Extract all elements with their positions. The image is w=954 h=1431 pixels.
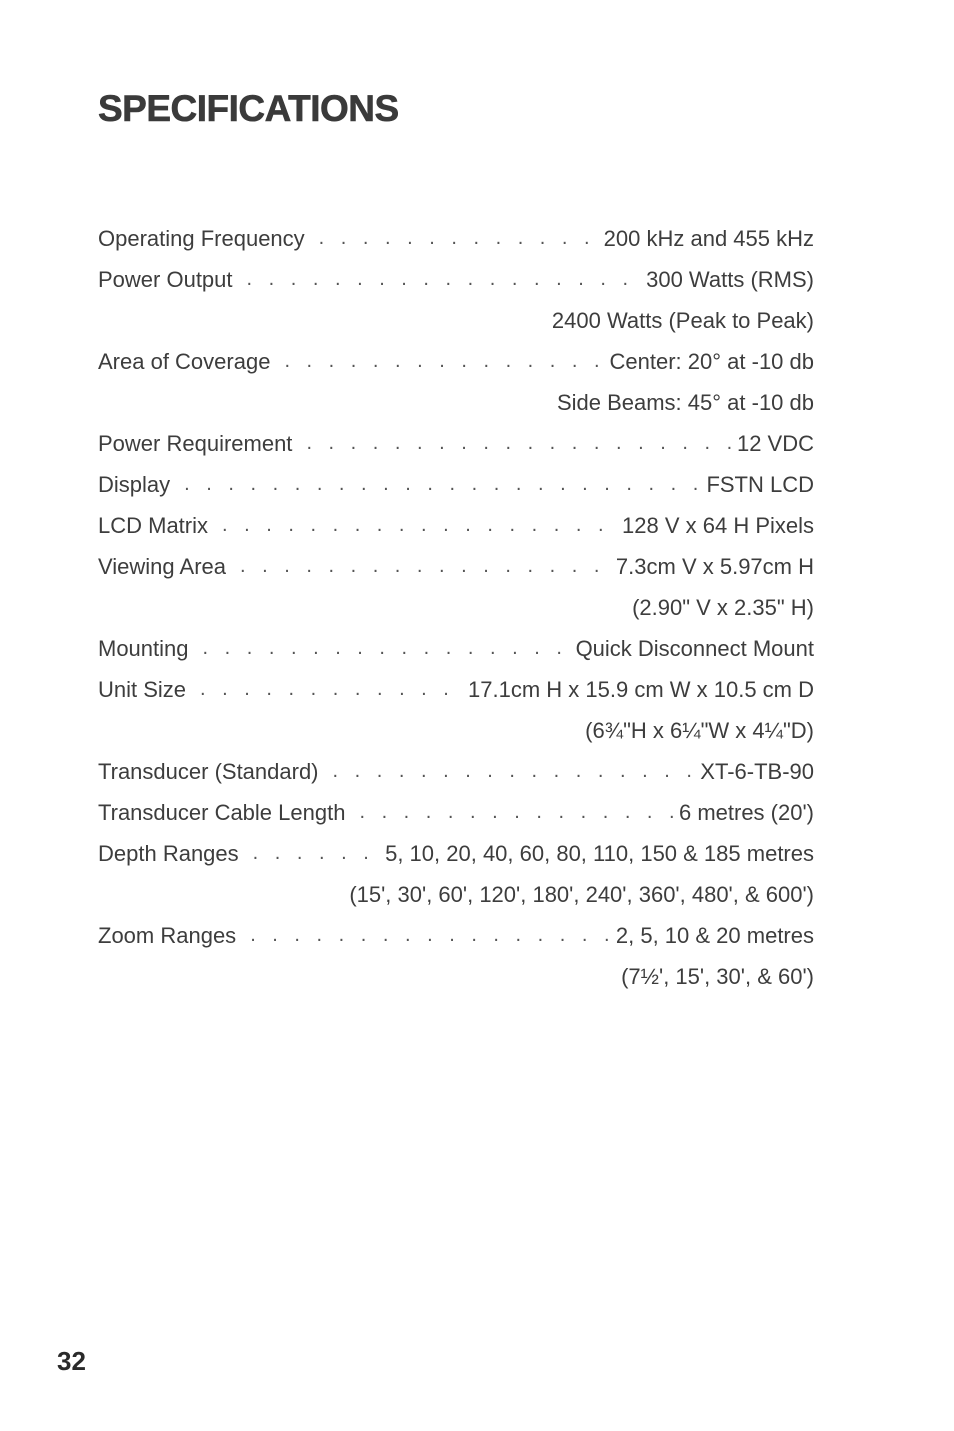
spec-value-continuation: Side Beams: 45° at -10 db [556, 389, 814, 415]
spec-label: Transducer Cable Length [98, 799, 346, 825]
spec-label: Display [98, 471, 171, 497]
spec-row-depth-ranges [98, 833, 814, 874]
dot-leader [240, 555, 612, 578]
spec-label: Power Requirement [98, 430, 293, 456]
dot-leader [247, 268, 643, 291]
spec-continuation-viewing-area [98, 587, 814, 628]
spec-continuation-power-output [98, 300, 814, 341]
spec-row-area-of-coverage [98, 341, 814, 382]
spec-row-viewing-area [98, 546, 814, 587]
dot-leader [333, 760, 697, 783]
spec-value-continuation: 2400 Watts (Peak to Peak) [551, 307, 814, 333]
spec-label: Viewing Area [98, 553, 227, 579]
spec-label: Operating Frequency [98, 225, 305, 251]
spec-label: Transducer (Standard) [98, 758, 319, 784]
spec-label: LCD Matrix [98, 512, 209, 538]
specifications-list [98, 218, 814, 997]
spec-label: Unit Size [98, 676, 187, 702]
spec-row-lcd-matrix [98, 505, 814, 546]
spec-row-transducer-standard [98, 751, 814, 792]
dot-leader [184, 473, 702, 496]
spec-continuation-zoom-ranges [98, 956, 814, 997]
dot-leader [306, 432, 733, 455]
spec-value: 17.1cm H x 15.9 cm W x 10.5 cm D [468, 676, 814, 702]
spec-continuation-depth-ranges [98, 874, 814, 915]
spec-continuation-area-of-coverage [98, 382, 814, 423]
dot-leader [253, 842, 381, 865]
spec-row-operating-frequency [98, 218, 814, 259]
spec-value: FSTN LCD [706, 471, 814, 497]
dot-leader [359, 801, 675, 824]
spec-label: Zoom Ranges [98, 922, 237, 948]
spec-label: Power Output [98, 266, 233, 292]
dot-leader [222, 514, 618, 537]
spec-value: Quick Disconnect Mount [575, 635, 814, 661]
spec-value: Center: 20° at -10 db [609, 348, 814, 374]
spec-row-unit-size [98, 669, 814, 710]
spec-label: Mounting [98, 635, 189, 661]
spec-row-zoom-ranges [98, 915, 814, 956]
spec-label: Depth Ranges [98, 840, 239, 866]
spec-row-mounting [98, 628, 814, 669]
page-title: SPECIFICATIONS [98, 88, 399, 129]
dot-leader [203, 637, 572, 660]
spec-value: 12 VDC [736, 430, 814, 456]
spec-value: XT-6-TB-90 [700, 758, 814, 784]
spec-value: 300 Watts (RMS) [646, 266, 814, 292]
spec-continuation-unit-size [98, 710, 814, 751]
spec-value: 6 metres (20') [678, 799, 814, 825]
spec-row-power-requirement [98, 423, 814, 464]
spec-value: 7.3cm V x 5.97cm H [615, 553, 814, 579]
spec-value-continuation: (2.90" V x 2.35" H) [632, 594, 814, 620]
dot-leader [200, 678, 464, 701]
spec-row-display [98, 464, 814, 505]
spec-value: 5, 10, 20, 40, 60, 80, 110, 150 & 185 metres [385, 840, 814, 866]
dot-leader [319, 227, 600, 250]
spec-label: Area of Coverage [98, 348, 271, 374]
dot-leader [284, 350, 605, 373]
page-number: 32 [57, 1346, 86, 1376]
spec-value-continuation: (15', 30', 60', 120', 180', 240', 360', 480', & 600') [349, 881, 814, 907]
spec-value: 200 kHz and 455 kHz [603, 225, 814, 251]
spec-row-power-output [98, 259, 814, 300]
spec-value: 2, 5, 10 & 20 metres [615, 922, 814, 948]
dot-leader [250, 924, 612, 947]
spec-value: 128 V x 64 H Pixels [622, 512, 814, 538]
spec-value-continuation: (7½', 15', 30', & 60') [621, 963, 814, 989]
spec-row-transducer-cable-length [98, 792, 814, 833]
spec-value-continuation: (6¾"H x 6¼"W x 4¼"D) [585, 717, 814, 743]
